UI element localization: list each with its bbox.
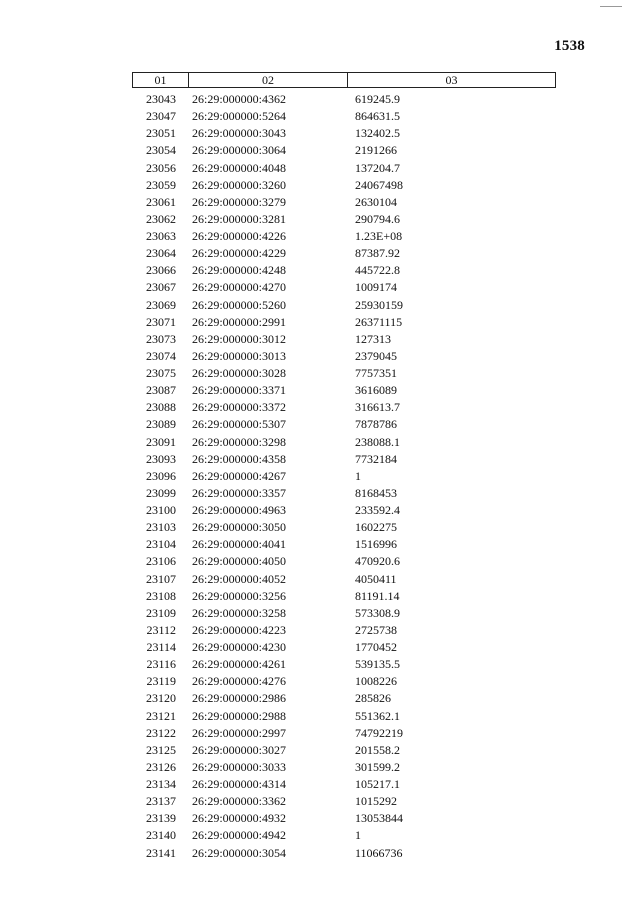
cadastral-number-cell: 26:29:000000:4041	[192, 537, 287, 552]
table-row	[132, 708, 556, 725]
table-row	[132, 810, 556, 827]
cadastral-number-cell: 26:29:000000:4229	[192, 246, 287, 261]
row-id-cell: 23091	[146, 434, 176, 449]
row-id-cell: 23140	[146, 828, 176, 843]
table-row	[132, 399, 556, 416]
header-col-03: 03	[445, 73, 458, 87]
row-id-cell: 23125	[146, 742, 176, 757]
cadastral-number-cell: 26:29:000000:4942	[192, 828, 287, 843]
cadastral-number-cell: 26:29:000000:2986	[192, 691, 287, 706]
table-row	[132, 331, 556, 348]
row-id-cell: 23141	[146, 845, 176, 860]
cadastral-number-cell: 26:29:000000:4963	[192, 503, 287, 517]
value-cell: 1.23E+08	[355, 229, 403, 243]
cadastral-number-cell: 26:29:000000:3357	[192, 485, 287, 500]
value-cell: 1008226	[355, 674, 397, 689]
row-id-cell: 23089	[146, 417, 176, 432]
row-id-cell: 23103	[146, 520, 176, 535]
cadastral-number-cell: 26:29:000000:4223	[192, 622, 287, 637]
table-row	[132, 108, 556, 125]
table-row	[132, 434, 556, 451]
cadastral-number-cell: 26:29:000000:2988	[192, 708, 287, 723]
value-cell: 238088.1	[355, 434, 400, 449]
value-cell: 26371115	[355, 314, 403, 329]
table-row	[132, 125, 556, 142]
table-row	[132, 245, 556, 262]
row-id-cell: 23108	[146, 588, 176, 603]
value-cell: 13053844	[355, 811, 403, 826]
row-id-cell: 23106	[146, 554, 176, 569]
row-id-cell: 23096	[146, 468, 176, 483]
value-cell: 25930159	[355, 297, 403, 312]
table-row	[132, 725, 556, 742]
cadastral-number-cell: 26:29:000000:2997	[192, 725, 287, 740]
table-row	[132, 297, 556, 314]
row-id-cell: 23120	[146, 691, 176, 706]
page-number: 1538	[554, 38, 585, 54]
cadastral-number-cell: 26:29:000000:2991	[192, 314, 287, 329]
value-cell: 1770452	[355, 640, 397, 654]
value-cell: 1009174	[355, 280, 397, 295]
table-row	[132, 91, 556, 108]
value-cell: 301599.2	[355, 759, 400, 774]
value-cell: 1516996	[355, 537, 397, 552]
value-cell: 7878786	[355, 417, 397, 432]
cadastral-number-cell: 26:29:000000:3043	[192, 126, 287, 141]
table-row	[132, 211, 556, 228]
table-row	[132, 605, 556, 622]
cadastral-number-cell: 26:29:000000:3028	[192, 366, 287, 380]
table-row	[132, 827, 556, 844]
table-row	[132, 451, 556, 468]
cadastral-number-cell: 26:29:000000:3372	[192, 400, 287, 415]
cadastral-number-cell: 26:29:000000:3371	[192, 383, 287, 398]
value-cell: 1	[355, 468, 361, 483]
table-row	[132, 485, 556, 502]
table-row	[132, 348, 556, 365]
table-row	[132, 793, 556, 810]
value-cell: 285826	[355, 691, 391, 706]
value-cell: 24067498	[355, 177, 403, 192]
cadastral-number-cell: 26:29:000000:3298	[192, 434, 287, 449]
header-col-02: 02	[189, 73, 348, 87]
table-row	[132, 160, 556, 177]
table-row	[132, 845, 556, 862]
row-id-cell: 23054	[146, 143, 176, 158]
table-row	[132, 365, 556, 382]
value-cell: 105217.1	[355, 777, 400, 791]
row-id-cell: 23112	[146, 622, 176, 637]
value-cell: 316613.7	[355, 400, 400, 415]
value-cell: 74792219	[355, 725, 403, 740]
table-row	[132, 142, 556, 159]
cadastral-number-cell: 26:29:000000:5307	[192, 417, 287, 432]
cadastral-number-cell: 26:29:000000:4362	[192, 92, 287, 106]
value-cell: 7732184	[355, 451, 397, 466]
value-cell: 137204.7	[355, 160, 400, 175]
value-cell: 619245.9	[355, 92, 400, 106]
value-cell: 4050411	[355, 571, 397, 586]
row-id-cell: 23126	[146, 759, 176, 774]
row-id-cell: 23121	[146, 708, 176, 723]
header-col-01: 01	[133, 73, 189, 87]
cadastral-number-cell: 26:29:000000:3281	[192, 211, 287, 226]
table-row	[132, 279, 556, 296]
row-id-cell: 23063	[146, 229, 176, 243]
table-row	[132, 228, 556, 245]
cadastral-number-cell: 26:29:000000:4932	[192, 811, 287, 826]
value-cell: 7757351	[355, 366, 397, 380]
table-row	[132, 177, 556, 194]
row-id-cell: 23122	[146, 725, 176, 740]
row-id-cell: 23109	[146, 605, 176, 620]
row-id-cell: 23051	[146, 126, 176, 141]
cadastral-number-cell: 26:29:000000:4050	[192, 554, 287, 569]
row-id-cell: 23088	[146, 400, 176, 415]
table-row	[132, 759, 556, 776]
table-row	[132, 536, 556, 553]
value-cell: 87387.92	[355, 246, 400, 261]
table-header	[132, 72, 556, 88]
row-id-cell: 23114	[146, 640, 176, 654]
value-cell: 233592.4	[355, 503, 400, 517]
cadastral-number-cell: 26:29:000000:4267	[192, 468, 287, 483]
row-id-cell: 23139	[146, 811, 176, 826]
value-cell: 573308.9	[355, 605, 400, 620]
value-cell: 8168453	[355, 485, 397, 500]
table-row	[132, 639, 556, 656]
table-row	[132, 656, 556, 673]
cadastral-number-cell: 26:29:000000:3013	[192, 348, 287, 363]
cadastral-number-cell: 26:29:000000:3256	[192, 588, 287, 603]
value-cell: 1	[355, 828, 361, 843]
cadastral-number-cell: 26:29:000000:4052	[192, 571, 287, 586]
row-id-cell: 23116	[146, 657, 176, 672]
row-id-cell: 23067	[146, 280, 176, 295]
table-row	[132, 776, 556, 793]
table-row	[132, 262, 556, 279]
row-id-cell: 23093	[146, 451, 176, 466]
row-id-cell: 23066	[146, 263, 176, 278]
value-cell: 2630104	[355, 194, 397, 209]
row-id-cell: 23056	[146, 160, 176, 175]
row-id-cell: 23075	[146, 366, 176, 380]
value-cell: 11066736	[355, 845, 403, 860]
value-cell: 2191266	[355, 143, 397, 158]
row-id-cell: 23059	[146, 177, 176, 192]
table-row	[132, 519, 556, 536]
row-id-cell: 23071	[146, 314, 176, 329]
table-row	[132, 468, 556, 485]
table-row	[132, 553, 556, 570]
cadastral-number-cell: 26:29:000000:4276	[192, 674, 287, 689]
cadastral-number-cell: 26:29:000000:3027	[192, 742, 287, 757]
row-id-cell: 23100	[146, 503, 176, 517]
row-id-cell: 23119	[146, 674, 176, 689]
value-cell: 2725738	[355, 622, 397, 637]
row-id-cell: 23137	[146, 794, 176, 809]
row-id-cell: 23061	[146, 194, 176, 209]
cadastral-number-cell: 26:29:000000:3050	[192, 520, 287, 535]
table-row	[132, 622, 556, 639]
value-cell: 290794.6	[355, 211, 400, 226]
cadastral-number-cell: 26:29:000000:3362	[192, 794, 287, 809]
cadastral-number-cell: 26:29:000000:4261	[192, 657, 287, 672]
row-id-cell: 23107	[146, 571, 176, 586]
table-row	[132, 502, 556, 519]
row-id-cell: 23069	[146, 297, 176, 312]
value-cell: 132402.5	[355, 126, 400, 141]
row-id-cell: 23087	[146, 383, 176, 398]
row-id-cell: 23134	[146, 777, 176, 791]
row-id-cell: 23099	[146, 485, 176, 500]
cadastral-number-cell: 26:29:000000:3033	[192, 759, 287, 774]
table-row	[132, 571, 556, 588]
value-cell: 864631.5	[355, 109, 400, 124]
cadastral-number-cell: 26:29:000000:3279	[192, 194, 287, 209]
table-row	[132, 314, 556, 331]
table-row	[132, 690, 556, 707]
table-row	[132, 588, 556, 605]
cadastral-number-cell: 26:29:000000:3064	[192, 143, 287, 158]
table-body	[132, 91, 556, 862]
row-id-cell: 23073	[146, 331, 176, 346]
corner-mark	[600, 6, 622, 7]
value-cell: 81191.14	[355, 588, 400, 603]
cadastral-number-cell: 26:29:000000:4314	[192, 777, 287, 791]
cadastral-number-cell: 26:29:000000:4358	[192, 451, 287, 466]
value-cell: 201558.2	[355, 742, 400, 757]
cadastral-number-cell: 26:29:000000:3012	[192, 331, 287, 346]
cadastral-number-cell: 26:29:000000:3054	[192, 845, 287, 860]
value-cell: 551362.1	[355, 708, 400, 723]
cadastral-number-cell: 26:29:000000:4048	[192, 160, 287, 175]
row-id-cell: 23104	[146, 537, 176, 552]
cadastral-number-cell: 26:29:000000:5260	[192, 297, 287, 312]
row-id-cell: 23062	[146, 211, 176, 226]
value-cell: 3616089	[355, 383, 397, 398]
row-id-cell: 23074	[146, 348, 176, 363]
cadastral-number-cell: 26:29:000000:3260	[192, 177, 287, 192]
value-cell: 127313	[355, 331, 391, 346]
table-row	[132, 416, 556, 433]
cadastral-number-cell: 26:29:000000:3258	[192, 605, 287, 620]
cadastral-number-cell: 26:29:000000:4248	[192, 263, 287, 278]
row-id-cell: 23047	[146, 109, 176, 124]
table-row	[132, 673, 556, 690]
table-row	[132, 382, 556, 399]
cadastral-number-cell: 26:29:000000:5264	[192, 109, 287, 124]
value-cell: 2379045	[355, 348, 397, 363]
cadastral-number-cell: 26:29:000000:4270	[192, 280, 287, 295]
value-cell: 1602275	[355, 520, 397, 535]
cadastral-number-cell: 26:29:000000:4226	[192, 229, 287, 243]
value-cell: 539135.5	[355, 657, 400, 672]
value-cell: 1015292	[355, 794, 397, 809]
table-row	[132, 194, 556, 211]
row-id-cell: 23043	[146, 92, 176, 106]
value-cell: 445722.8	[355, 263, 400, 278]
table-row	[132, 742, 556, 759]
value-cell: 470920.6	[355, 554, 400, 569]
cadastral-number-cell: 26:29:000000:4230	[192, 640, 287, 654]
row-id-cell: 23064	[146, 246, 176, 261]
